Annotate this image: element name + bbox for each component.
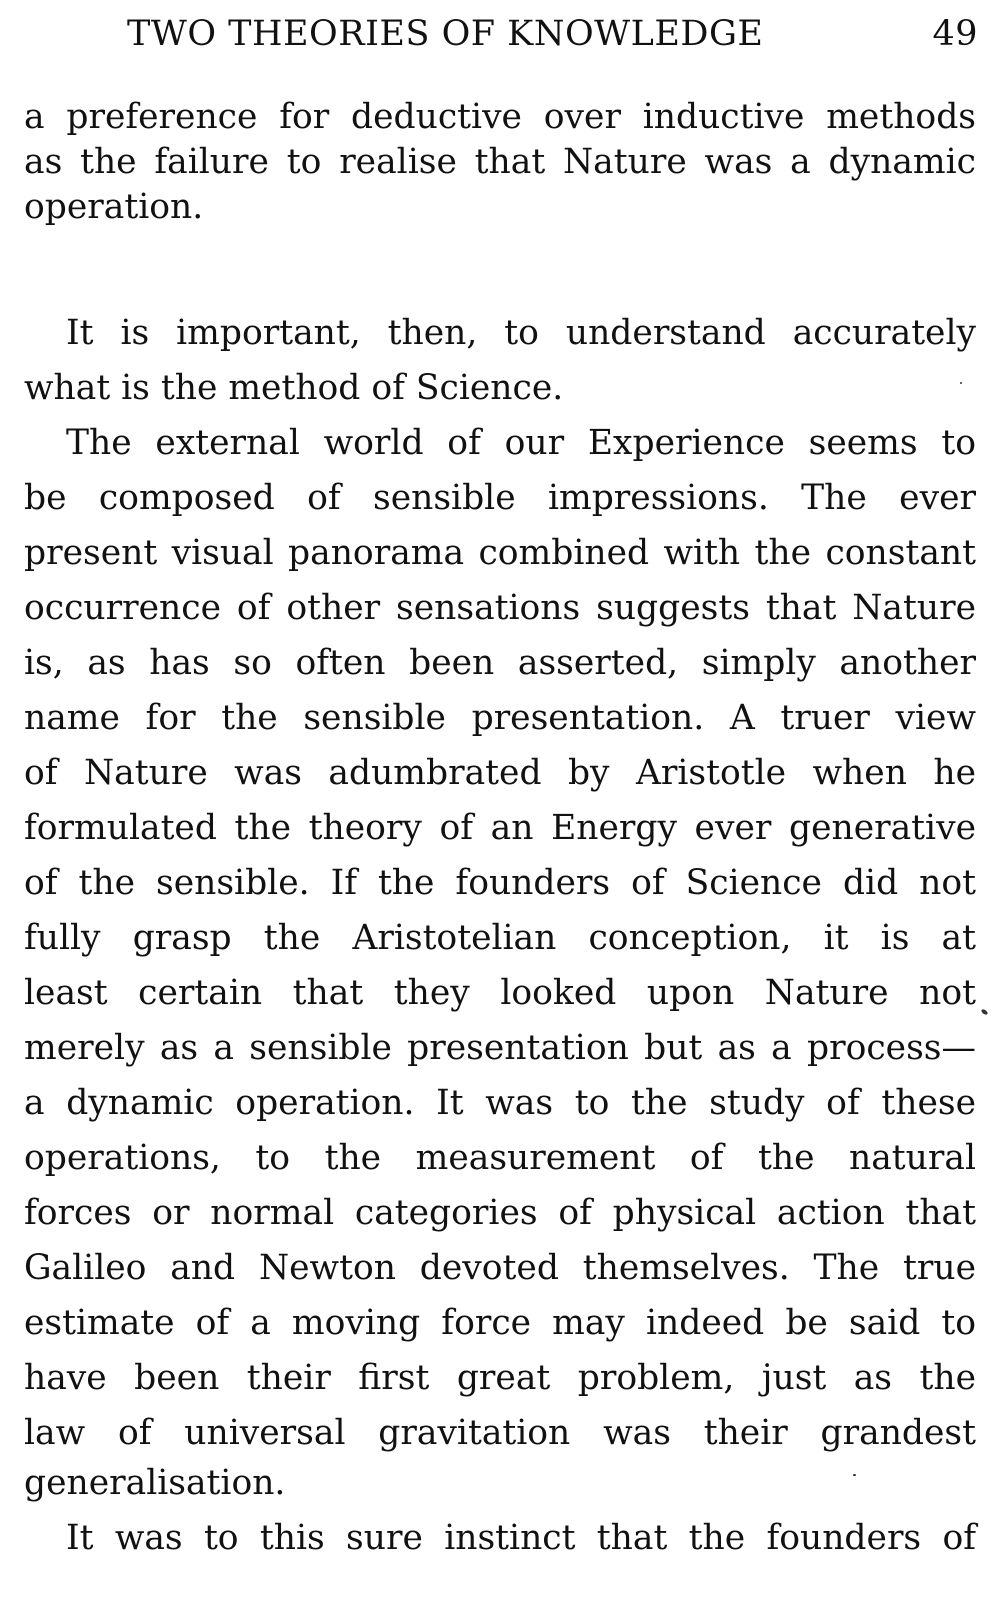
- text-line: least certain that they looked upon Nature not: [24, 973, 976, 1013]
- page-number: 49: [932, 14, 978, 54]
- text-line: is, as has so often been asserted, simply another: [24, 643, 976, 683]
- text-line: generalisation.: [24, 1463, 286, 1503]
- text-line: forces or normal categories of physical action that: [24, 1193, 976, 1233]
- scan-speck: [980, 1008, 988, 1015]
- text-line: operations, to the measurement of the natural: [24, 1138, 976, 1178]
- text-line: merely as a sensible presentation but as a process—: [24, 1028, 976, 1068]
- text-line: name for the sensible presentation. A truer view: [24, 698, 976, 738]
- scan-speck: [853, 1474, 856, 1476]
- text-line: present visual panorama combined with the constant: [24, 533, 976, 573]
- text-line: law of universal gravitation was their grandest: [24, 1413, 976, 1453]
- text-line: estimate of a moving force may indeed be said to: [24, 1303, 976, 1343]
- text-line: Galileo and Newton devoted themselves. The true: [24, 1248, 976, 1288]
- text-line: a preference for deductive over inductive methods: [24, 97, 976, 137]
- text-line: be composed of sensible impressions. The ever: [24, 478, 976, 518]
- text-line: what is the method of Science.: [24, 368, 564, 408]
- text-line: a dynamic operation. It was to the study of these: [24, 1083, 976, 1123]
- text-line: It was to this sure instinct that the founders of: [66, 1518, 976, 1558]
- running-head: [127, 14, 978, 58]
- text-line: It is important, then, to understand accurately: [66, 313, 976, 353]
- text-line: fully grasp the Aristotelian conception, it is at: [24, 918, 976, 958]
- scan-speck: [960, 382, 962, 384]
- text-line: of Nature was adumbrated by Aristotle when he: [24, 753, 976, 793]
- text-line: have been their first great problem, just as the: [24, 1358, 976, 1398]
- text-line: occurrence of other sensations suggests that Nature: [24, 588, 976, 628]
- text-line: of the sensible. If the founders of Science did not: [24, 863, 976, 903]
- text-line: The external world of our Experience seems to: [66, 423, 976, 463]
- text-line: operation.: [24, 187, 204, 227]
- text-line: formulated the theory of an Energy ever generative: [24, 808, 976, 848]
- running-title: TWO THEORIES OF KNOWLEDGE: [127, 14, 764, 54]
- text-line: as the failure to realise that Nature was a dynamic: [24, 142, 976, 182]
